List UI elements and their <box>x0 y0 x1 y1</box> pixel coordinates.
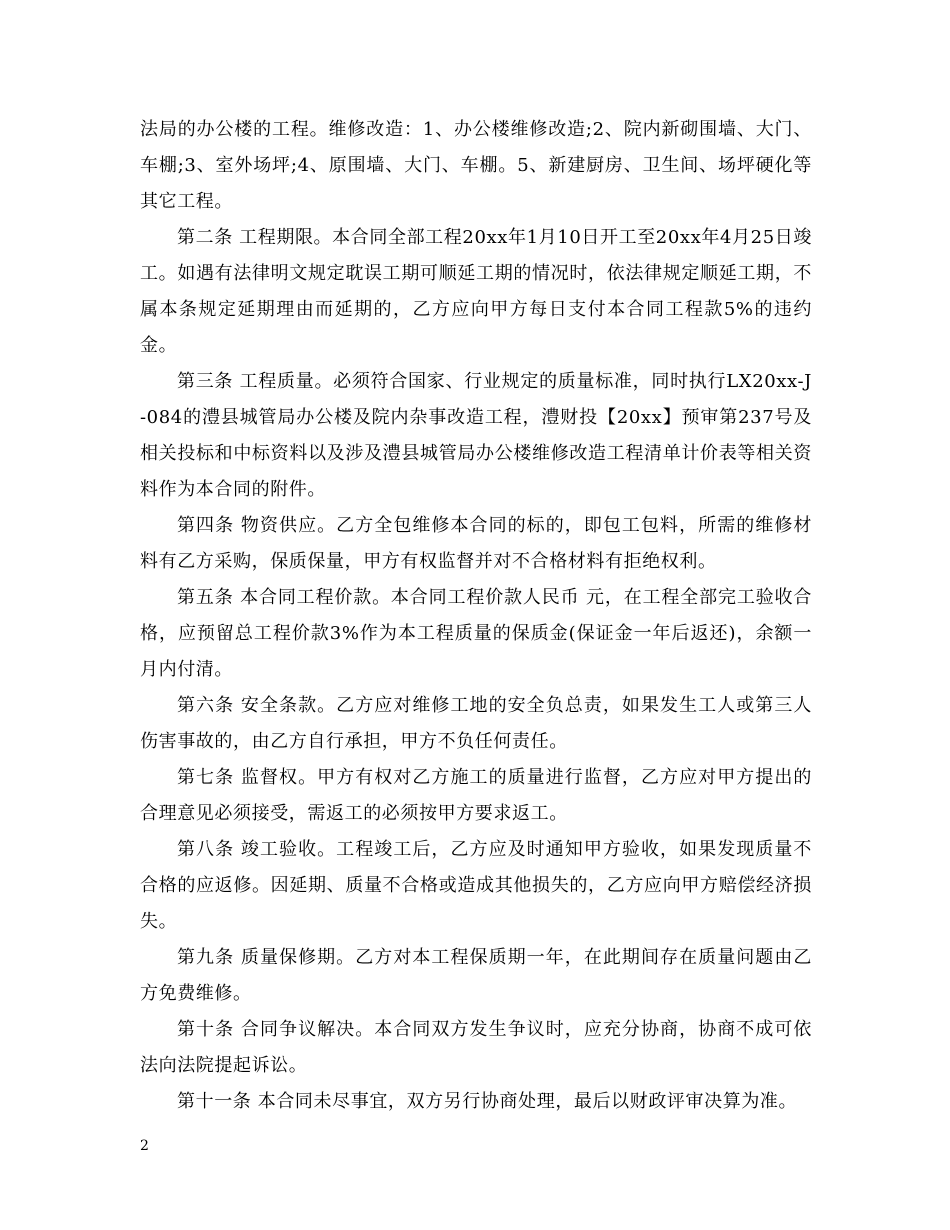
paragraph-article-8: 第八条 竣工验收。工程竣工后，乙方应及时通知甲方验收，如果发现质量不合格的应返修。因延期、质量不合格或造成其他损失的，乙方应向甲方赔偿经济损失。 <box>140 839 812 932</box>
paragraph-article-11: 第十一条 本合同未尽事宜，双方另行协商处理，最后以财政评审决算为准。 <box>177 1091 798 1112</box>
paragraph-article-9: 第九条 质量保修期。乙方对本工程保质期一年，在此期间存在质量问题由乙方免费维修。 <box>140 947 812 1004</box>
document-body <box>140 112 812 1120</box>
paragraph-article-6: 第六条 安全条款。乙方应对维修工地的安全负总责，如果发生工人或第三人伤害事故的，由乙方自行承担，甲方不负任何责任。 <box>140 695 812 752</box>
paragraph-article-4: 第四条 物资供应。乙方全包维修本合同的标的，即包工包料，所需的维修材料有乙方采购，保质保量，甲方有权监督并对不合格材料有拒绝权利。 <box>140 515 812 572</box>
paragraph-article-3: 第三条 工程质量。必须符合国家、行业规定的质量标准，同时执行LX20xx-J-084的澧县城管局办公楼及院内杂事改造工程，澧财投【20xx】预审第237号及相关投标和中标资料以及涉及澧县城管局办公楼维修改造工程清单计价表等相关资料作为本合同的附件。 <box>140 371 812 500</box>
paragraph-intro-continued: 法局的办公楼的工程。维修改造：1、办公楼维修改造;2、院内新砌围墙、大门、车棚;3、室外场坪;4、原围墙、大门、车棚。5、新建厨房、卫生间、场坪硬化等其它工程。 <box>140 119 812 212</box>
paragraph-article-2: 第二条 工程期限。本合同全部工程20xx年1月10日开工至20xx年4月25日竣工。如遇有法律明文规定耽误工期可顺延工期的情况时，依法律规定顺延工期，不属本条规定延期理由而延期的，乙方应向甲方每日支付本合同工程款5%的违约金。 <box>140 227 812 356</box>
paragraph-article-7: 第七条 监督权。甲方有权对乙方施工的质量进行监督，乙方应对甲方提出的合理意见必须接受，需返工的必须按甲方要求返工。 <box>140 767 812 824</box>
paragraph-article-10: 第十条 合同争议解决。本合同双方发生争议时，应充分协商，协商不成可依法向法院提起诉讼。 <box>140 1019 812 1076</box>
paragraph-article-5: 第五条 本合同工程价款。本合同工程价款人民币 元，在工程全部完工验收合格，应预留总工程价款3%作为本工程质量的保质金(保证金一年后返还)，余额一月内付清。 <box>140 587 812 680</box>
page-number: 2 <box>140 1138 149 1154</box>
